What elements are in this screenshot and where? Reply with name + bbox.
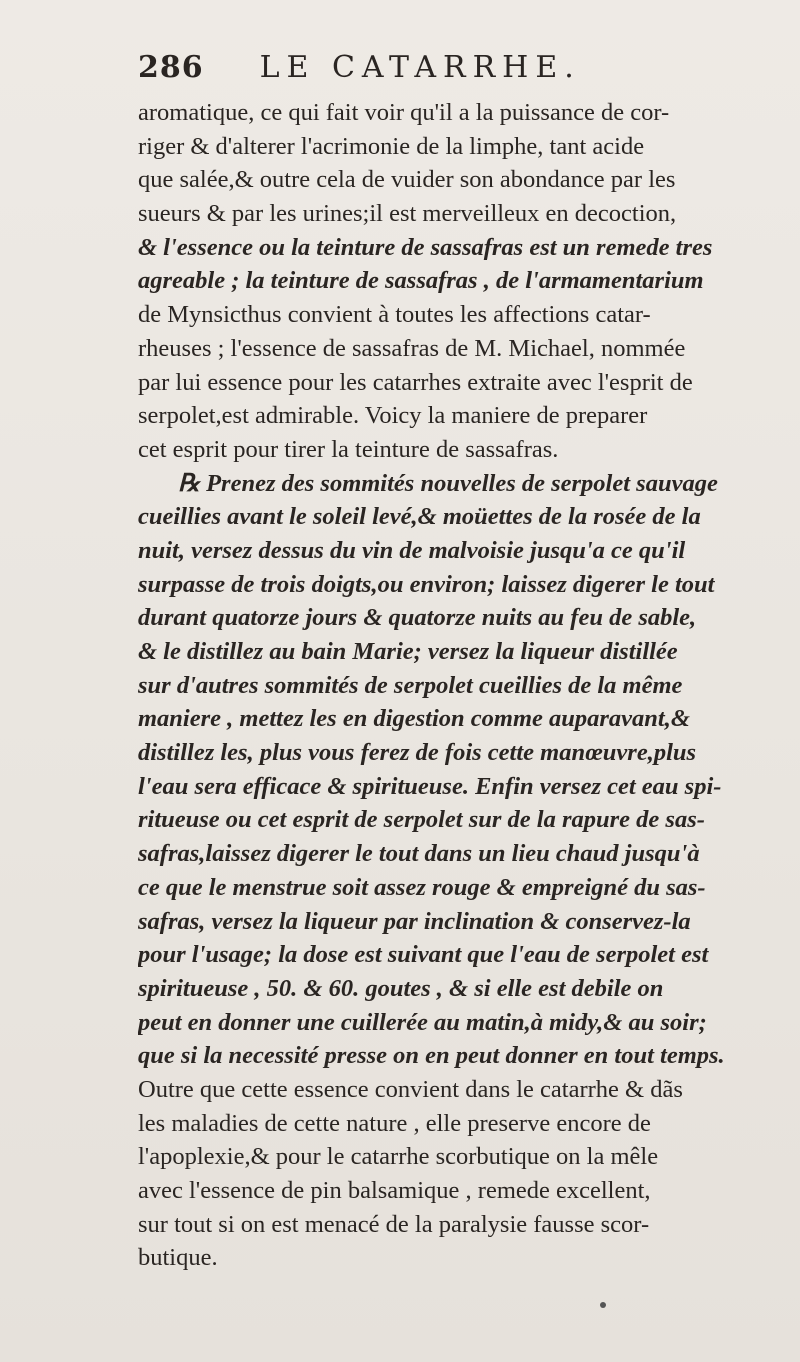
recipe-line: durant quatorze jours & quatorze nuits au feu de sable, <box>138 604 697 632</box>
recipe-line: surpasse de trois doigts,ou environ; laissez digerer le tout <box>138 570 715 598</box>
text-line: rheuses ; l'essence de sassafras de M. Michael, nommée <box>138 334 686 362</box>
body-text <box>138 96 774 1275</box>
recipe-line: pour l'usage; la dose est suivant que l'eau de serpolet est <box>138 941 709 969</box>
text-line: butique. <box>138 1244 218 1272</box>
recipe-line: l'eau sera efficace & spiritueuse. Enfin versez cet eau spi- <box>138 772 722 800</box>
recipe-line: safras,laissez digerer le tout dans un lieu chaud jusqu'à <box>138 840 700 868</box>
recipe-line: sur d'autres sommités de serpolet cueillies de la même <box>138 671 683 699</box>
text-line: de Mynsicthus convient à toutes les affections catar- <box>138 301 651 329</box>
recipe-line: spiritueuse , 50. & 60. goutes , & si elle est debile on <box>138 974 664 1002</box>
recipe-line: & le distillez au bain Marie; versez la liqueur distillée <box>138 638 678 665</box>
recipe-line: maniere , mettez les en digestion comme auparavant,& <box>138 705 690 733</box>
text-line: sur tout si on est menacé de la paralysie fausse scor- <box>138 1210 650 1238</box>
text-line: que salée,& outre cela de vuider son abondance par les <box>138 166 676 194</box>
text-line: Outre que cette essence convient dans le catarrhe & dãs <box>138 1075 683 1103</box>
text-line: serpolet,est admirable. Voicy la maniere de preparer <box>138 402 648 430</box>
recipe-line: distillez les, plus vous ferez de fois cette manœuvre,plus <box>138 739 697 767</box>
text-line: les maladies de cette nature , elle preserve encore de <box>138 1109 651 1137</box>
recipe-line: nuit, versez dessus du vin de malvoisie jusqu'a ce qu'il <box>138 536 686 564</box>
text-line: aromatique, ce qui fait voir qu'il a la puissance de cor- <box>138 99 670 126</box>
recipe-line: safras, versez la liqueur par inclination & conservez-la <box>138 907 691 935</box>
text-line: cet esprit pour tirer la teinture de sassafras. <box>138 435 559 463</box>
recipe-line: ritueuse ou cet esprit de serpolet sur de la rapure de sas- <box>138 806 705 834</box>
text-line: riger & d'alterer l'acrimonie de la limphe, tant acide <box>138 132 645 160</box>
recipe-line: peut en donner une cuillerée au matin,à midy,& au soir; <box>138 1008 707 1036</box>
page-header <box>138 50 658 98</box>
text-line: l'apoplexie,& pour le catarrhe scorbutique on la mêle <box>138 1143 659 1171</box>
recipe-line: ce que le menstrue soit assez rouge & empreigné du sas- <box>138 873 706 901</box>
text-line: avec l'essence de pin balsamique , remede excellent, <box>138 1177 651 1204</box>
text-line: agreable ; la teinture de sassafras , de l'armamentarium <box>138 267 704 295</box>
recipe-line: cueillies avant le soleil levé,& moüettes de la rosée de la <box>138 503 701 531</box>
recipe-line: ℞ Prenez des sommités nouvelles de serpolet sauvage <box>178 469 718 497</box>
text-line: par lui essence pour les catarrhes extraite avec l'esprit de <box>138 368 693 396</box>
ink-spot <box>600 1302 606 1308</box>
running-head: LE CATARRHE. <box>259 50 581 85</box>
page-number: 286 <box>138 50 204 85</box>
recipe-line: que si la necessité presse on en peut donner en tout temps. <box>138 1042 725 1070</box>
text-line: & l'essence ou la teinture de sassafras est un remede tres <box>138 233 713 261</box>
text-line: sueurs & par les urines;il est merveilleux en decoction, <box>138 200 677 228</box>
